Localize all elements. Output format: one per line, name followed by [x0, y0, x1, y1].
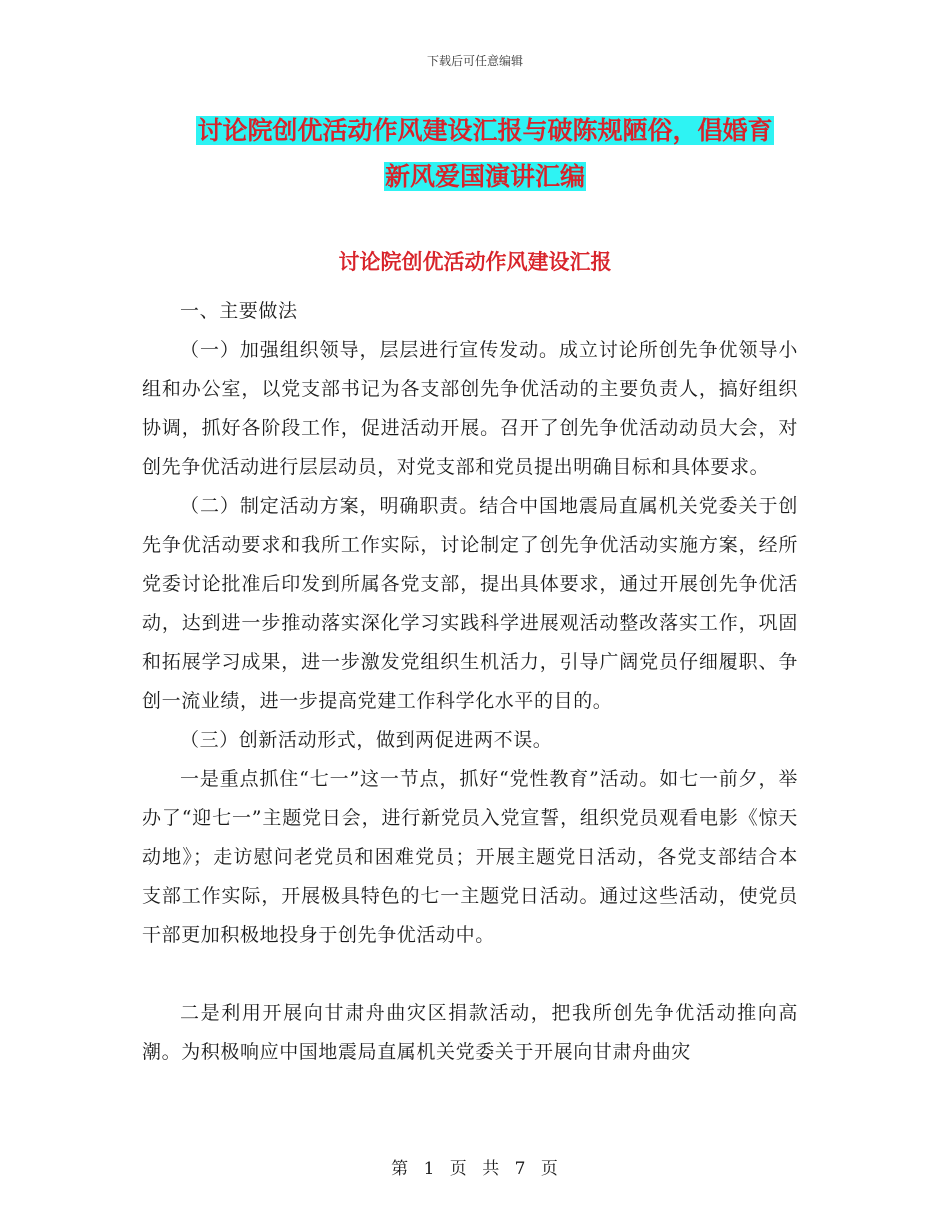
document-body: [142, 292, 798, 1072]
paragraph: （二）制定活动方案，明确职责。结合中国地震局直属机关党委关于创先争优活动要求和我所工作实际，讨论制定了创先争优活动实施方案，经所党委讨论批准后印发到所属各党支部，提出具体要求，通过开展创先争优活动，达到进一步推动落实深化学习实践科学进展观活动整改落实工作，巩固和拓展学习成果，进一步激发党组织生机活力，引导广阔党员仔细履职、争创一流业绩，进一步提高党建工作科学化水平的目的。: [142, 495, 798, 712]
document-title: [150, 108, 820, 200]
footer-total-word: 页: [540, 1159, 559, 1179]
footer-total-prefix: 共: [482, 1159, 501, 1179]
paragraph: 一、主要做法: [180, 300, 298, 322]
page-footer: [0, 1154, 950, 1179]
footer-page-word: 页: [449, 1159, 468, 1179]
paragraph-spacer: [142, 955, 798, 994]
footer-prefix: 第: [391, 1159, 410, 1179]
footer-total-pages: 7: [514, 1159, 527, 1179]
paragraph: 二是利用开展向甘肃舟曲灾区捐款活动，把我所创先争优活动推向高潮。为积极响应中国地震局直属机关党委关于开展向甘肃舟曲灾: [142, 1002, 798, 1063]
footer-page-number: 1: [423, 1159, 436, 1179]
paragraph: （一）加强组织领导，层层进行宣传发动。成立讨论所创先争优领导小组和办公室，以党支部书记为各支部创先争优活动的主要负责人，搞好组织协调，抓好各阶段工作，促进活动开展。召开了创先争优活动动员大会，对创先争优活动进行层层动员，对党支部和党员提出明确目标和具体要求。: [142, 339, 798, 478]
document-title-line-1: 讨论院创优活动作风建设汇报与破陈规陋俗，倡婚育: [197, 116, 773, 145]
section-title: 讨论院创优活动作风建设汇报: [338, 250, 612, 274]
paragraph: （三）创新活动形式，做到两促进两不误。: [180, 729, 553, 751]
paragraph: 一是重点抓住“七一”这一节点，抓好“党性教育”活动。如七一前夕，举办了“迎七一”主题党日会，进行新党员入党宣誓，组织党员观看电影《惊天动地》；走访慰问老党员和困难党员；开展主题党日活动，各党支部结合本支部工作实际，开展极具特色的七一主题党日活动。通过这些活动，使党员干部更加积极地投身于创先争优活动中。: [142, 768, 798, 946]
header-note: 下载后可任意编辑: [426, 54, 523, 68]
document-title-line-2: 新风爱国演讲汇编: [384, 162, 585, 191]
